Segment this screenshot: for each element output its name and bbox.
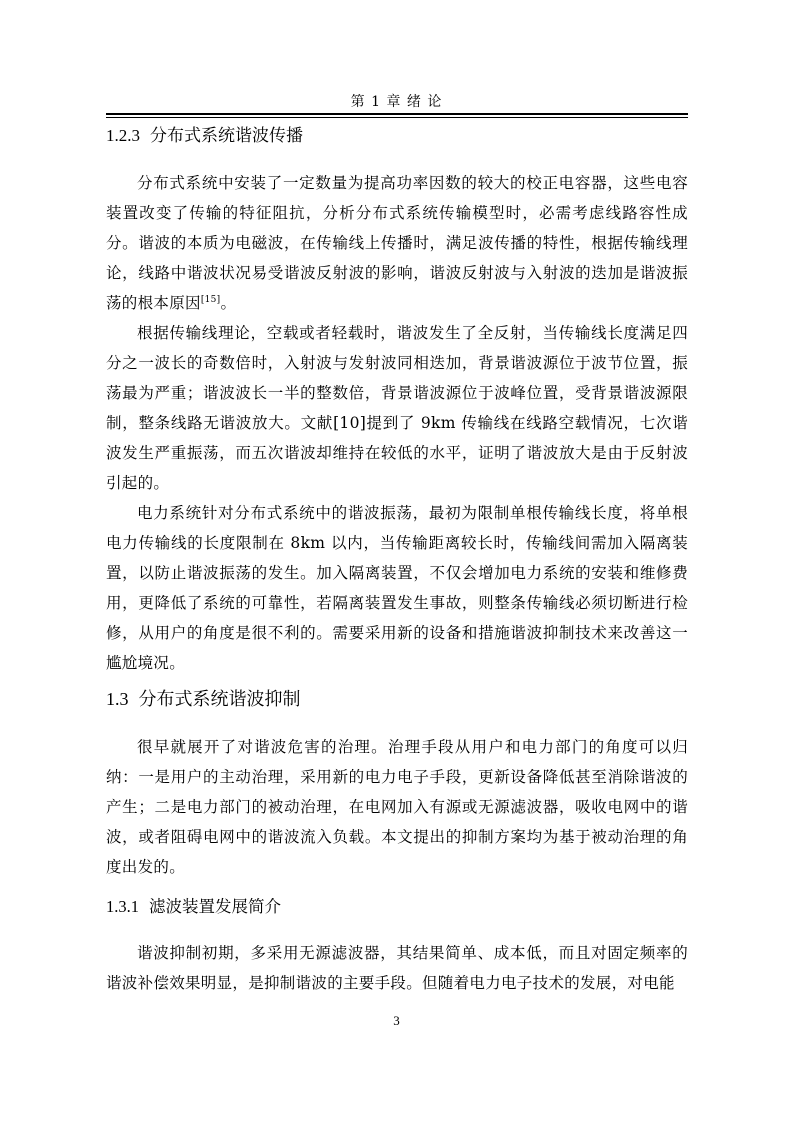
section-heading-1-2-3 [106,120,688,152]
paragraph: 很早就展开了对谐波危害的治理。治理手段从用户和电力部门的角度可以归纳：一是用户的主动治理，采用新的电力电子手段，更新设备降低甚至消除谐波的产生；二是电力部门的被动治理，在电网加入有源或无源滤波器，吸收电网中的谐波，或者阻碍电网中的谐波流入负载。本文提出的抑制方案均为基于被动治理的角度出发的。 [106,738,688,876]
citation: [15] [200,294,221,305]
paragraph-end: 。 [220,294,237,312]
page-number: 3 [393,1013,400,1028]
section-number: 1.3.1 [106,897,139,916]
paragraph [106,168,688,318]
section-number: 1.3 [106,689,129,709]
header-rule-thick [106,113,688,115]
running-header: 第 1 章 绪 论 [350,94,443,110]
page-body [106,118,688,998]
section-heading-1-3-1 [106,892,688,922]
section-title: 分布式系统谐波抑制 [138,689,301,710]
section-heading-1-3 [106,683,688,716]
section-title: 滤波装置发展简介 [149,897,281,916]
section-title: 分布式系统谐波传播 [150,126,303,146]
paragraph-text: 分布式系统中安装了一定数量为提高功率因数的较大的校正电容器，这些电容装置改变了传输的特征阻抗，分析分布式系统传输模型时，必需考虑线路容性成分。谐波的本质为电磁波，在传输线上传播时，满足波传播的特性，根据传输线理论，线路中谐波状况易受谐波反射波的影响，谐波反射波与入射波的迭加是谐波振荡的根本原因 [106,174,688,312]
section-number: 1.2.3 [106,126,140,145]
paragraph: 根据传输线理论，空载或者轻载时，谐波发生了全反射，当传输线长度满足四分之一波长的奇数倍时，入射波与发射波同相迭加，背景谐波源位于波节位置，振荡最为严重；谐波波长一半的整数倍，背景谐波源位于波峰位置，受背景谐波源限制，整条线路无谐波放大。文献[10]提到了 9km 传输线在线路空载情况，七次谐波发生严重振荡，而五次谐波却维持在较低的水平，证明了谐波放大是由于反射波引起的。 [106,324,688,492]
paragraph: 电力系统针对分布式系统中的谐波振荡，最初为限制单根传输线长度，将单根电力传输线的长度限制在 8km 以内，当传输距离较长时，传输线间需加入隔离装置，以防止谐波振荡的发生。加入隔离装置，不仅会增加电力系统的安装和维修费用，更降低了系统的可靠性，若隔离装置发生事故，则整条传输线必须切断进行检修，从用户的角度是很不利的。需要采用新的设备和措施谐波抑制技术来改善这一尴尬境况。 [106,504,688,672]
paragraph: 谐波抑制初期，多采用无源滤波器，其结果简单、成本低，而且对固定频率的谐波补偿效果明显，是抑制谐波的主要手段。但随着电力电子技术的发展，对电能 [106,944,688,992]
